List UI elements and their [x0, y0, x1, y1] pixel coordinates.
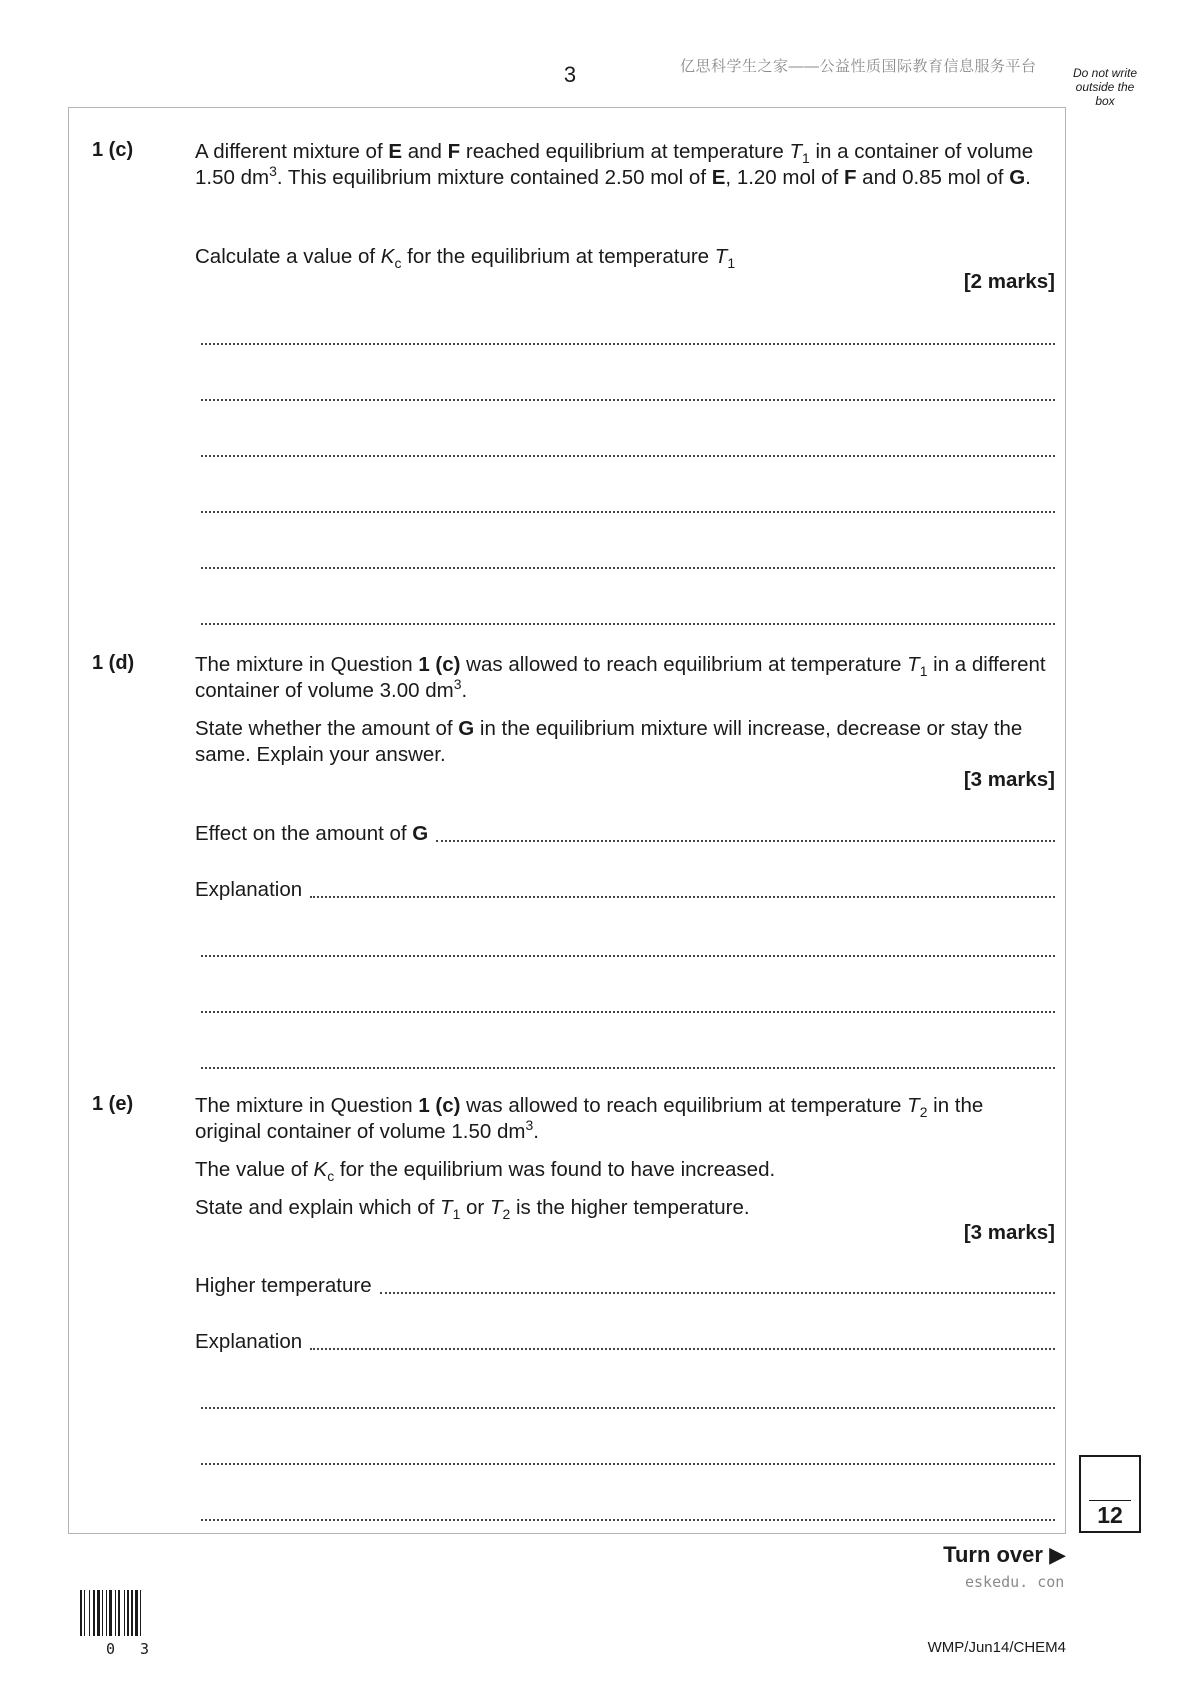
question-1e-instruction: State and explain which of $T_1$ or $T_2$ is the higher temperature. [195, 1196, 750, 1223]
watermark-footer: eskedu. con [965, 1573, 1065, 1591]
answer-line[interactable] [201, 567, 1055, 569]
answer-line[interactable] [201, 1407, 1055, 1409]
effect-answer-line[interactable] [195, 822, 1055, 846]
answer-line[interactable] [201, 623, 1055, 625]
explanation-label: Explanation [195, 1330, 303, 1353]
question-1d-text: The mixture in Question 1 (c) was allowed to reach equilibrium at temperature $T_1$ in a different container of volume 3.00 $dm^3$. [195, 653, 1046, 702]
explanation-answer-line[interactable] [195, 878, 1055, 902]
question-1c-instruction: Calculate a value of $K_c$ for the equilibrium at temperature $T_1$ [195, 245, 736, 272]
question-1d-marks: [3 marks] [963, 768, 1055, 791]
barcode [80, 1590, 175, 1640]
question-1c-marks: [2 marks] [963, 270, 1055, 293]
barcode-number: 0 3 [106, 1640, 158, 1658]
page-number: 3 [563, 62, 577, 87]
explanation-answer-line[interactable] [195, 1330, 1055, 1354]
margin-note: Do not write outside the box [1072, 66, 1138, 108]
question-1c-label: 1 (c) [92, 139, 134, 161]
answer-line[interactable] [201, 1463, 1055, 1465]
question-1e-text: The mixture in Question 1 (c) was allowed to reach equilibrium at temperature $T_2$ in the original container of volume 1.50 $dm^3$. [195, 1094, 984, 1143]
question-1e-label: 1 (e) [92, 1093, 134, 1115]
explanation-label: Explanation [195, 878, 303, 901]
effect-label: Effect on the amount of G [195, 822, 429, 845]
question-1e-marks: [3 marks] [963, 1221, 1055, 1244]
question-1d-label: 1 (d) [92, 652, 135, 674]
answer-line[interactable] [201, 399, 1055, 401]
watermark-header: 亿思科学生之家——公益性质国际教育信息服务平台 [680, 58, 1037, 75]
turn-over-label: Turn over ▶ [943, 1542, 1066, 1567]
answer-line[interactable] [201, 1519, 1055, 1521]
question-1c-text: A different mixture of E and F reached equilibrium at temperature $T_1$ in a container of volume 1.50 $dm^3$. This equilibrium mixture contained 2.50 mol of E, 1.20 mol of F and 0.85 mol of G. [195, 140, 1034, 189]
question-1e-kc-statement: The value of $K_c$ for the equilibrium was found to have increased. [195, 1158, 776, 1185]
answer-line[interactable] [201, 1011, 1055, 1013]
answer-line[interactable] [201, 511, 1055, 513]
score-box [1079, 1455, 1141, 1533]
higher-temperature-answer-line[interactable] [195, 1274, 1055, 1298]
score-value: 12 [1097, 1502, 1123, 1528]
higher-temperature-label: Higher temperature [195, 1274, 372, 1297]
question-1d-instruction: State whether the amount of G in the equilibrium mixture will increase, decrease or stay the same. Explain your answer. [195, 717, 1023, 766]
answer-line[interactable] [201, 455, 1055, 457]
answer-frame [68, 107, 1066, 1534]
answer-line[interactable] [201, 1067, 1055, 1069]
paper-code: WMP/Jun14/CHEM4 [927, 1639, 1066, 1656]
answer-line[interactable] [201, 343, 1055, 345]
answer-line[interactable] [201, 955, 1055, 957]
